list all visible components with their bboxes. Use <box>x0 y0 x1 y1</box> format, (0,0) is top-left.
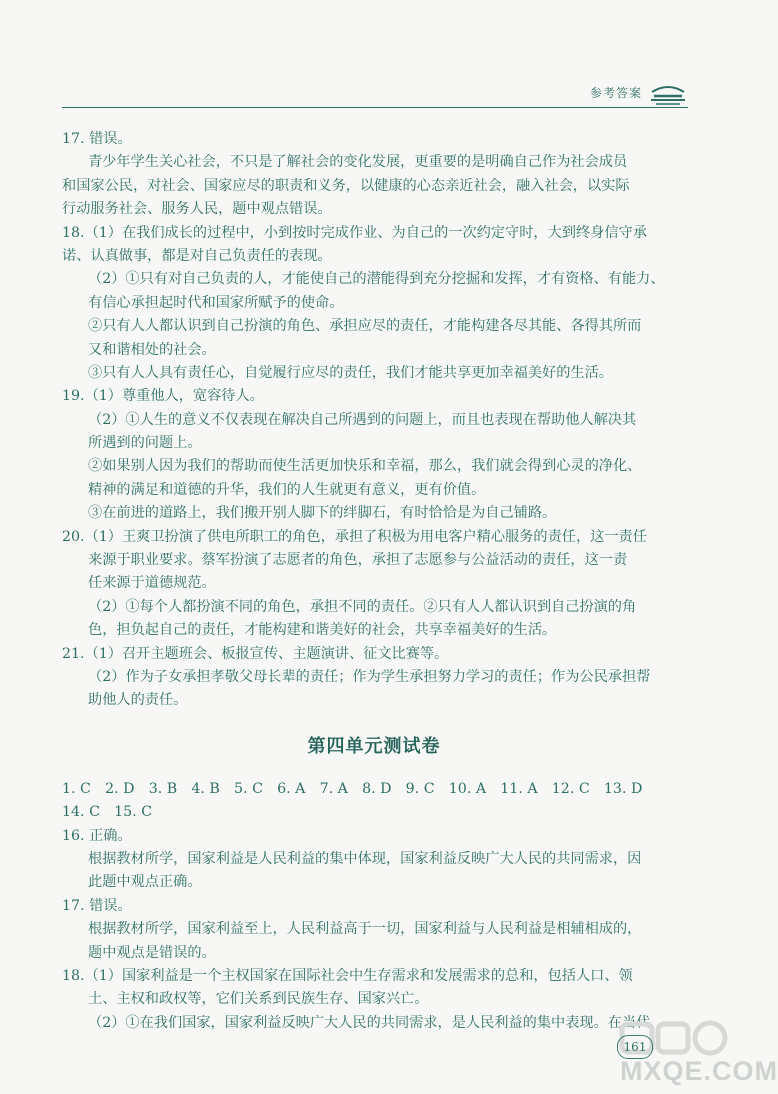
text-line: （2）①只有对自己负责的人，才能使自己的潜能得到充分挖掘和发挥，才有资格、有能力、 <box>88 271 665 288</box>
text-line: 行动服务社会、服务人民，题中观点错误。 <box>62 201 332 218</box>
text-line: 14. C 15. C <box>62 804 153 821</box>
text-line: 根据教材所学，国家利益是人民利益的集中体现，国家利益反映广大人民的共同需求，因 <box>88 850 642 867</box>
text-line: 1. C 2. D 3. B 4. B 5. C 6. A 7. A 8. D 9. C 10. A 11. A 12. C 13. D <box>62 780 643 797</box>
text-line: 17. 错误。 <box>62 897 132 914</box>
text-line: 又和谐相处的社会。 <box>88 341 216 358</box>
text-line: 色，担负起自己的责任，才能构建和谐美好的社会，共享幸福美好的生活。 <box>88 622 557 639</box>
section-title: 第四单元测试卷 <box>307 735 441 757</box>
text-line: （2）①在我们国家，国家利益反映广大人民的共同需求，是人民利益的集中表现。在当代 <box>88 1014 651 1031</box>
text-line: （2）①每个人都扮演不同的角色，承担不同的责任。②只有人人都认识到自己扮演的角 <box>88 598 637 615</box>
text-line: 此题中观点正确。 <box>88 874 202 891</box>
header-label: 参考答案 <box>589 86 642 100</box>
section-gap <box>62 713 686 730</box>
text-line: 诺、认真做事，都是对自己负责任的表现。 <box>62 247 332 264</box>
watermark-text: MXQE.COM <box>620 1056 778 1086</box>
text-line: 根据教材所学，国家利益至上，人民利益高于一切，国家利益与人民利益是相辅相成的， <box>88 921 642 938</box>
text-line: 有信心承担起时代和国家所赋予的使命。 <box>88 294 344 311</box>
text-line: ②如果别人因为我们的帮助而使生活更加快乐和幸福，那么，我们就会得到心灵的净化、 <box>88 458 642 475</box>
text-line: 题中观点是错误的。 <box>88 944 216 961</box>
text-line: （2）①人生的意义不仅表现在解决自己所遇到的问题上，而且也表现在帮助他人解决其 <box>88 411 637 428</box>
text-line: （2）作为子女承担孝敬父母长辈的责任；作为学生承担努力学习的责任；作为公民承担帮 <box>88 668 651 685</box>
text-line: ③只有人人具有责任心，自觉履行应尽的责任，我们才能共享更加幸福美好的生活。 <box>88 364 613 381</box>
section-gap <box>62 764 686 778</box>
book-stack-icon <box>648 80 688 106</box>
header-rule <box>62 107 688 108</box>
text-line: 和国家公民，对社会、国家应尽的职责和义务，以健康的心态亲近社会，融入社会，以实际 <box>62 177 630 194</box>
text-line: 土、主权和政权等，它们关系到民族生存、国家兴亡。 <box>88 991 429 1008</box>
text-line: 19.（1）尊重他人，宽容待人。 <box>62 388 264 405</box>
answer-content <box>62 128 686 1035</box>
text-line: 青少年学生关心社会，不只是了解社会的变化发展，更重要的是明确自己作为社会成员 <box>88 154 628 171</box>
page-header <box>62 78 688 108</box>
text-line: 来源于职业要求。蔡军扮演了志愿者的角色，承担了志愿参与公益活动的责任，这一责 <box>88 552 628 569</box>
text-line: 16. 正确。 <box>62 827 132 844</box>
text-line: 20.（1）王爽卫扮演了供电所职工的角色，承担了积极为用电客户精心服务的责任，这一责任 <box>62 528 647 545</box>
text-line: 助他人的责任。 <box>88 692 188 709</box>
text-line: 所遇到的问题上。 <box>88 435 202 452</box>
text-line: ③在前进的道路上，我们搬开别人脚下的绊脚石，有时恰恰是为自己铺路。 <box>88 505 557 522</box>
page-number: 161 <box>617 1035 653 1059</box>
text-line: 任来源于道德规范。 <box>88 575 216 592</box>
text-line: 21.（1）召开主题班会、板报宣传、主题演讲、征文比赛等。 <box>62 645 449 662</box>
text-line: 18.（1）在我们成长的过程中，小到按时完成作业、为自己的一次约定守时，大到终身信守承 <box>62 224 647 241</box>
text-line: 17. 错误。 <box>62 131 132 147</box>
text-line: 精神的满足和道德的升华，我们的人生就更有意义，更有价值。 <box>88 481 486 498</box>
text-line: 18.（1）国家利益是一个主权国家在国际社会中生存需求和发展需求的总和，包括人口、领 <box>62 967 633 984</box>
text-line: ②只有人人都认识到自己扮演的角色、承担应尽的责任，才能构建各尽其能、各得其所而 <box>88 318 642 335</box>
